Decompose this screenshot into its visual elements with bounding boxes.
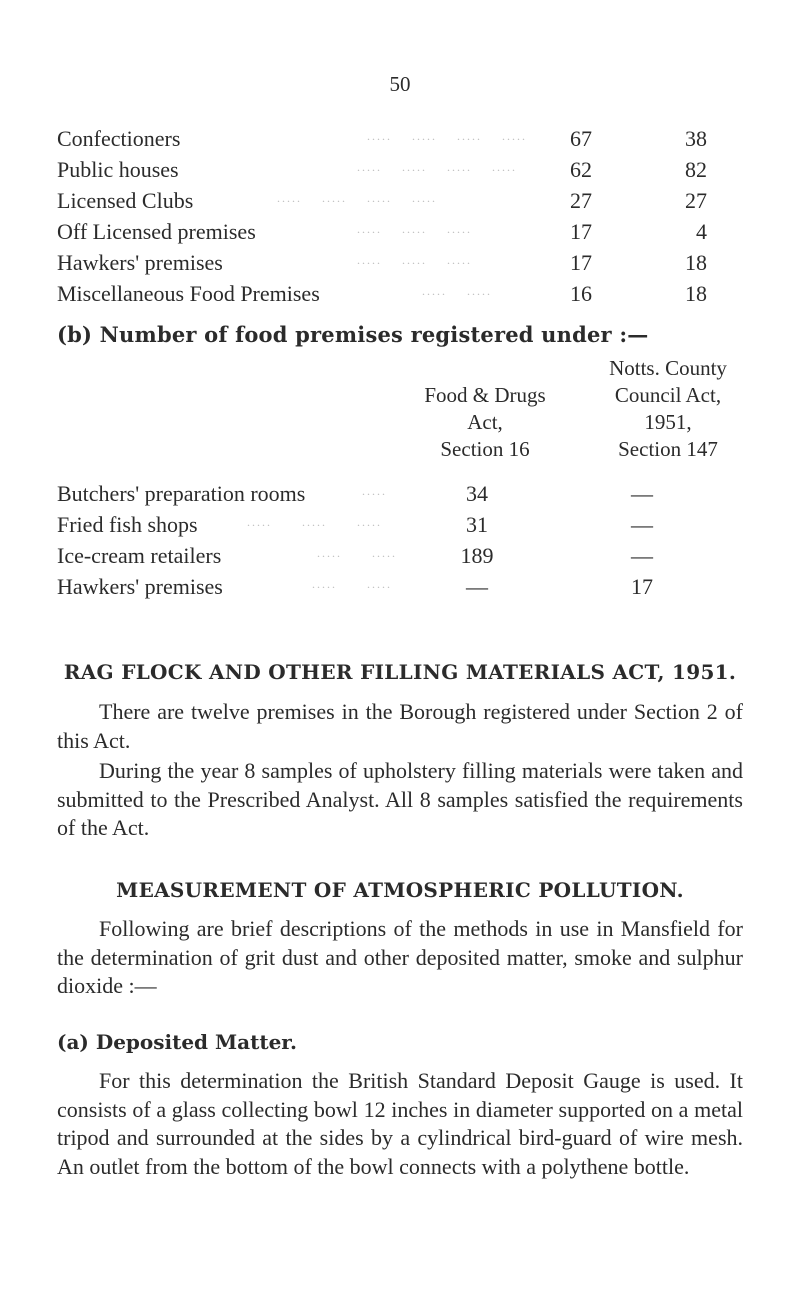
row-label: Off Licensed premises [57, 219, 256, 244]
table-row: Butchers' preparation rooms ..... 34 — [57, 481, 757, 511]
row-value-2: 27 [685, 188, 707, 213]
row-value-1: 16 [570, 281, 592, 306]
row-value-2: — [631, 543, 653, 568]
deposited-matter-paragraph: For this determination the British Standard Deposit Gauge is used. It consists of a glass collecting bowl 12 inches in diameter supported on a metal tripod and surrounded at the sides by a cylindrical bird-guard of wire mesh. An outlet from the bottom of the bowl connects with a polythene bottle. [57, 1068, 743, 1179]
row-value-2: 18 [685, 250, 707, 275]
row-label: Butchers' preparation rooms [57, 481, 306, 506]
deposited-matter-heading: (a) Deposited Matter. [57, 1030, 297, 1054]
table-row: Hawkers' premises ..... ..... — 17 [57, 574, 757, 604]
atmospheric-pollution-title: MEASUREMENT OF ATMOSPHERIC POLLUTION. [116, 878, 684, 902]
row-label: Public houses [57, 157, 179, 182]
column-header-notts-county: Notts. County Council Act, 1951, Section 147 [609, 356, 727, 461]
row-label: Fried fish shops [57, 512, 198, 537]
row-value-1: — [466, 574, 488, 599]
table-row: Off Licensed premises ..... ..... ..... 17 4 [57, 219, 707, 244]
table-row: Confectioners ..... ..... ..... ..... 67 38 [57, 126, 707, 151]
table-row: Public houses ..... ..... ..... ..... 62 82 [57, 157, 707, 182]
row-value-1: 62 [570, 157, 592, 182]
row-value-2: 4 [696, 219, 707, 244]
atmospheric-paragraph-1: Following are brief descriptions of the methods in use in Mansfield for the determination of grit dust and other deposited matter, smoke and sulphur dioxide :— [57, 916, 743, 998]
row-value-1: 67 [570, 126, 592, 151]
row-value-1: 34 [466, 481, 488, 506]
row-value-1: 17 [570, 219, 592, 244]
rag-flock-title: RAG FLOCK AND OTHER FILLING MATERIALS ACT, 1951. [63, 660, 737, 684]
table-row: Miscellaneous Food Premises ..... ..... 16 18 [57, 281, 707, 306]
row-value-1: 17 [570, 250, 592, 275]
section-b-heading: (b) Number of food premises registered under :— [57, 322, 649, 347]
row-value-2: 38 [685, 126, 707, 151]
table-row: Licensed Clubs ..... ..... ..... ..... 27 27 [57, 188, 707, 213]
row-label: Hawkers' premises [57, 250, 223, 275]
row-label: Licensed Clubs [57, 188, 194, 213]
row-value-2: — [631, 481, 653, 506]
row-value-2: 82 [685, 157, 707, 182]
row-label: Miscellaneous Food Premises [57, 281, 320, 306]
row-value-2: 18 [685, 281, 707, 306]
rag-flock-paragraph-1: There are twelve premises in the Borough registered under Section 2 of this Act. [57, 699, 743, 753]
page-number: 50 [389, 72, 411, 96]
row-label: Confectioners [57, 126, 181, 151]
row-value-2: — [631, 512, 653, 537]
row-label: Hawkers' premises [57, 574, 223, 599]
table-row: Fried fish shops ..... ..... ..... 31 — [57, 512, 757, 542]
row-value-1: 189 [460, 543, 494, 568]
row-value-2: 17 [631, 574, 653, 599]
column-header-food-drugs: Food & Drugs Act, Section 16 [424, 383, 546, 461]
row-label: Ice-cream retailers [57, 543, 222, 568]
table-row: Ice-cream retailers ..... ..... 189 — [57, 543, 757, 573]
table-row: Hawkers' premises ..... ..... ..... 17 18 [57, 250, 707, 275]
row-value-1: 27 [570, 188, 592, 213]
row-value-1: 31 [466, 512, 488, 537]
rag-flock-paragraph-2: During the year 8 samples of upholstery filling materials were taken and submitted to the Prescribed Analyst. All 8 samples satisfied the requirements of the Act. [57, 758, 743, 840]
